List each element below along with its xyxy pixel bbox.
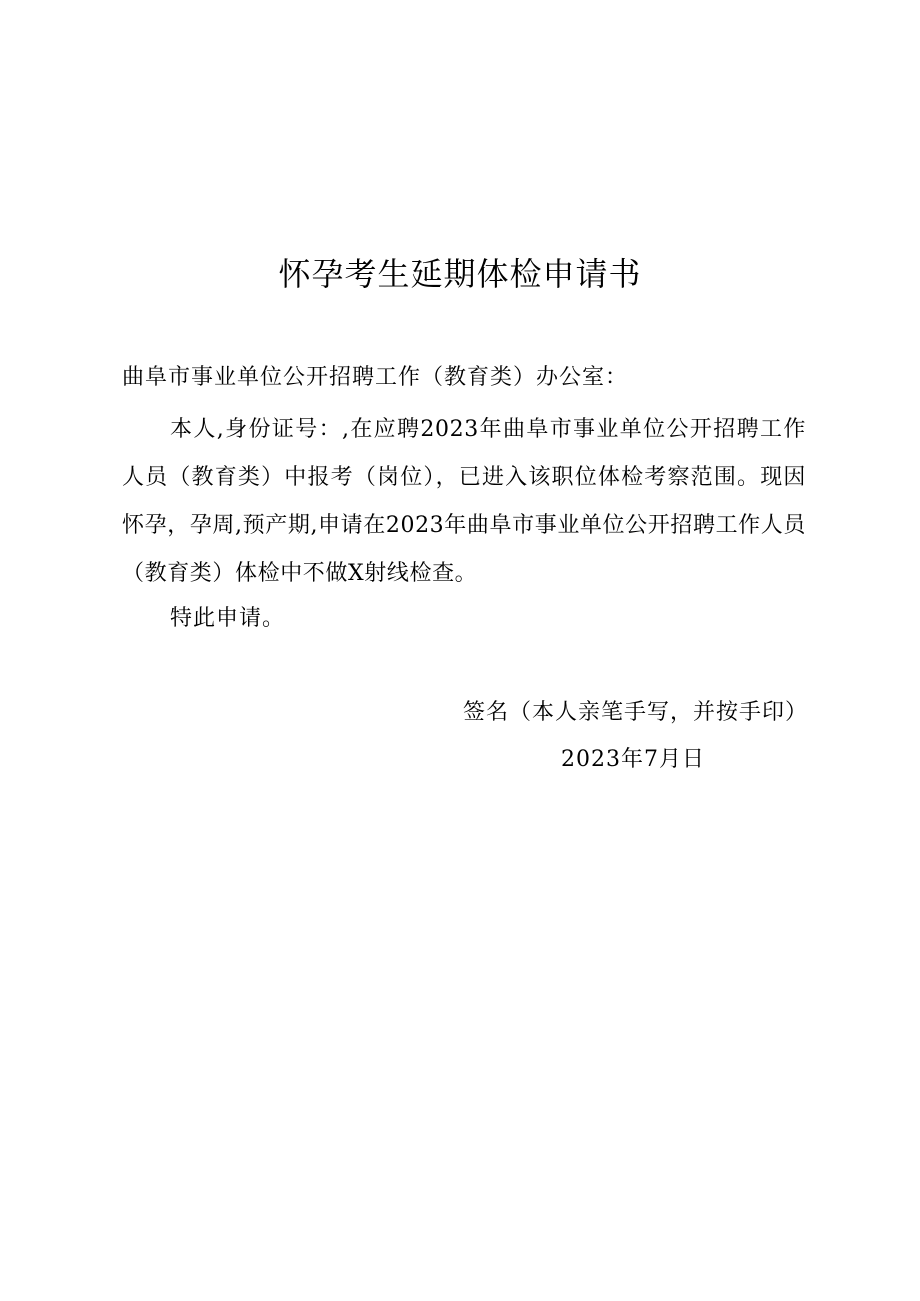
date-line: 2023年7月日 <box>561 747 705 772</box>
salutation: 曲阜市事业单位公开招聘工作（教育类）办公室： <box>122 365 629 390</box>
main-paragraph: 本人,身份证号：,在应聘2023年曲阜市事业单位公开招聘工作人员（教育类）中报考（岗位），已进入该职位体检考察范围。现因怀孕，孕周,预产期,申请在2023年曲阜市事业单位公开招聘工作人员（教育类）体检中不做X射线检查。 <box>122 417 806 586</box>
signature-line: 签名（本人亲笔手写，并按手印） <box>462 700 808 725</box>
closing-text: 特此申请。 <box>170 606 286 631</box>
document-title: 怀孕考生延期体检申请书 <box>278 255 642 293</box>
